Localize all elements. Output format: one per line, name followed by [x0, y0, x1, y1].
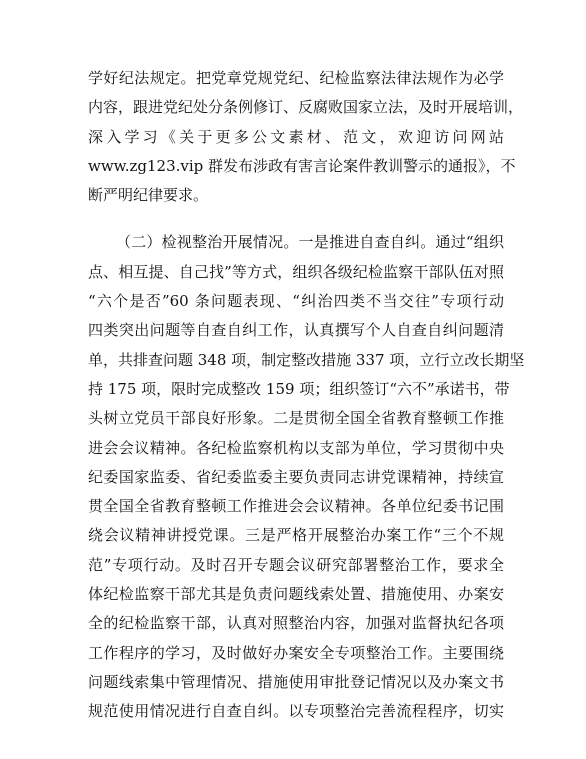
text-line: 工作程序的学习，及时做好办案安全专项整治工作。主要围绕	[88, 643, 504, 662]
text-line: 持 175 项，限时完成整改 159 项；组织签订“六不”承诺书，带	[88, 379, 510, 398]
text-line: 绕会议精神讲授党课。三是严格开展整治办案工作“三个不规	[88, 526, 504, 545]
text-line: 规范使用情况进行自查自纠。以专项整治完善流程程序，切实	[88, 702, 504, 721]
text-line: 纪委国家监委、省纪委监委主要负责同志讲党课精神，持续宣	[88, 467, 504, 486]
text-line: 内容，跟进党纪处分条例修订、反腐败国家立法，及时开展培训，	[88, 98, 524, 117]
text-line: 问题线索集中管理情况、措施使用审批登记情况以及办案文书	[88, 672, 504, 691]
text-line: 体纪检监察干部尤其是负责问题线索处置、措施使用、办案安	[88, 585, 504, 604]
text-line: 范”专项行动。及时召开专题会议研究部署整治工作，要求全	[88, 555, 504, 574]
text-line: 断严明纪律要求。	[88, 186, 209, 205]
text-line: 深入学习《关于更多公文素材、范文，欢迎访问网站	[88, 127, 504, 146]
text-line: “六个是否”60 条问题表现、“纠治四类不当交往”专项行动	[88, 292, 504, 311]
text-line: www.zg123.vip 群发布涉政有害言论案件教训警示的通报》，不	[88, 156, 516, 175]
text-line: 四类突出问题等自查自纠工作，认真撰写个人自查自纠问题清	[88, 321, 504, 340]
text-line: 点、相互提、自己找”等方式，组织各级纪检监察干部队伍对照	[88, 262, 504, 281]
document-body	[88, 64, 525, 727]
text-line: 学好纪法规定。把党章党规党纪、纪检监察法律法规作为必学	[88, 69, 504, 87]
text-line: 全的纪检监察干部，认真对照整治内容，加强对监督执纪各项	[88, 614, 504, 633]
text-line: 头树立党员干部良好形象。二是贯彻全国全省教育整顿工作推	[88, 409, 504, 428]
text-line: （二）检视整治开展情况。一是推进自查自纠。通过“组织	[116, 233, 504, 252]
paragraph-1	[88, 64, 524, 210]
text-line: 贯全国全省教育整顿工作推进会会议精神。各单位纪委书记围	[88, 497, 504, 516]
text-line: 进会会议精神。各纪检监察机构以支部为单位，学习贯彻中央	[88, 438, 504, 457]
paragraph-2	[88, 228, 525, 726]
text-line: 单，共排查问题 348 项，制定整改措施 337 项，立行立改长期坚	[88, 350, 525, 369]
